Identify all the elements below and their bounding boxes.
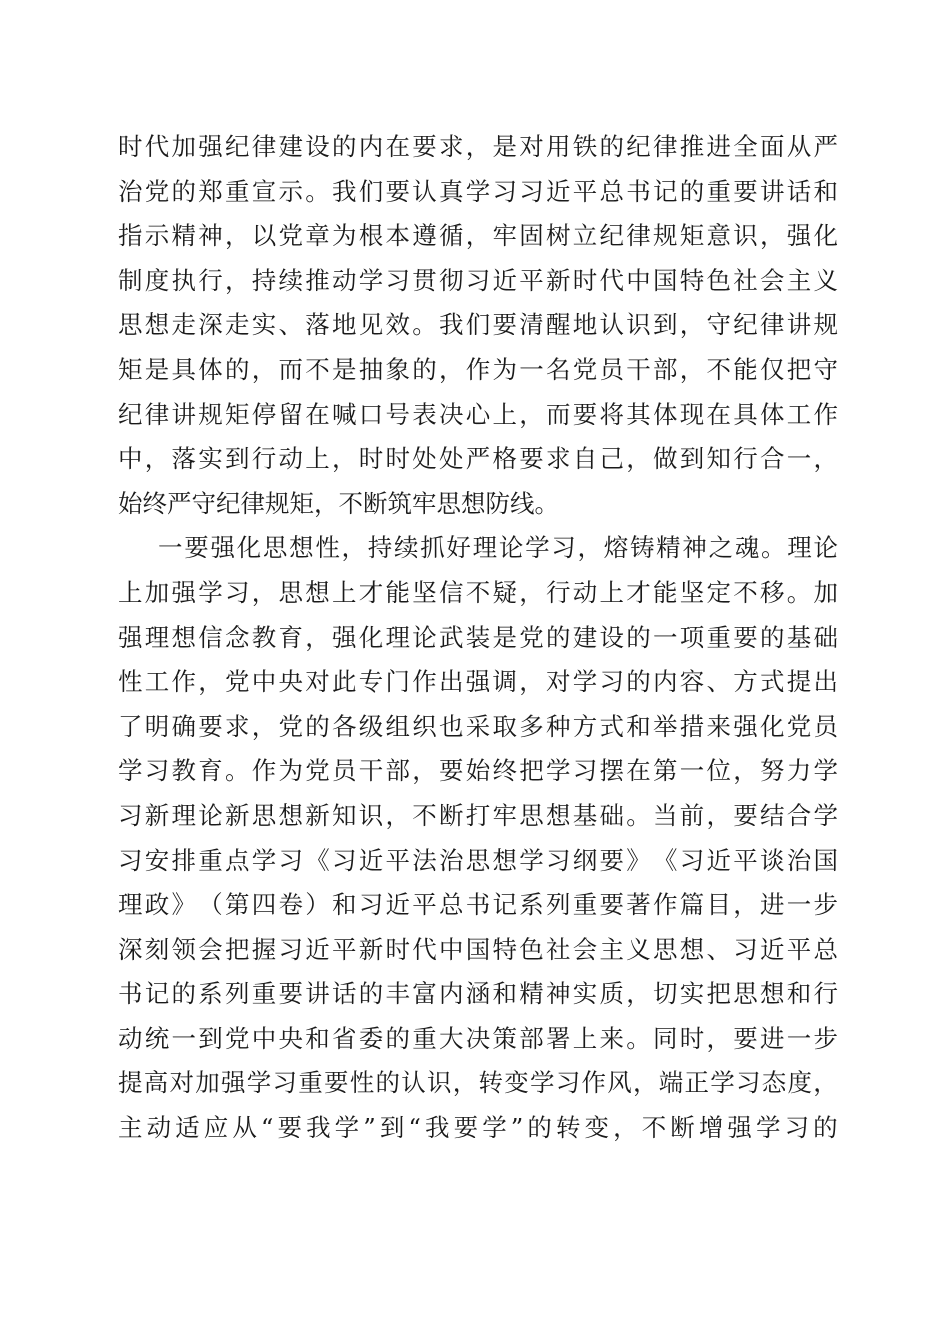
text-line: 纪 律 讲 规 矩 停 留 在 喊 口 号 表 决 心 上 ， 而 要 将 其 体 现 在 具 体 工 作 bbox=[118, 399, 838, 429]
text-line: 习 新 理 论 新 思 想 新 知 识 ， 不 断 打 牢 思 想 基 础 。 当 前 ， 要 结 合 学 bbox=[118, 800, 838, 830]
text-line: 主 动 适 应 从 “ 要 我 学 ” 到 “ 我 要 学 ” 的 转 变 ， 不 断 增 强 学 习 的 bbox=[118, 1113, 838, 1143]
text-line: 性 工 作 ， 党 中 央 对 此 专 门 作 出 强 调 ， 对 学 习 的 内 容 、 方 式 提 出 bbox=[118, 667, 838, 697]
text-line: 思 想 走 深 走 实 、 落 地 见 效 。 我 们 要 清 醒 地 认 识 到 ， 守 纪 律 讲 规 bbox=[118, 310, 838, 340]
text-line: 时 代 加 强 纪 律 建 设 的 内 在 要 求 ， 是 对 用 铁 的 纪 律 推 进 全 面 从 严 bbox=[118, 132, 838, 161]
text-line: 强 理 想 信 念 教 育 ， 强 化 理 论 武 装 是 党 的 建 设 的 一 项 重 要 的 基 础 bbox=[118, 622, 838, 652]
text-line: 了 明 确 要 求 ， 党 的 各 级 组 织 也 采 取 多 种 方 式 和 举 措 来 强 化 党 员 bbox=[118, 711, 838, 741]
text-line: 提 高 对 加 强 学 习 重 要 性 的 认 识 ， 转 变 学 习 作 风 ， 端 正 学 习 态 度 ， bbox=[118, 1068, 838, 1098]
text-line: 矩 是 具 体 的 ， 而 不 是 抽 象 的 ， 作 为 一 名 党 员 干 部 ， 不 能 仅 把 守 bbox=[118, 354, 838, 384]
text-line: 书 记 的 系 列 重 要 讲 话 的 丰 富 内 涵 和 精 神 实 质 ， 切 实 把 思 想 和 行 bbox=[118, 979, 838, 1009]
text-line: 制 度 执 行 ， 持 续 推 动 学 习 贯 彻 习 近 平 新 时 代 中 国 特 色 社 会 主 义 bbox=[118, 265, 838, 295]
text-line: 上 加 强 学 习 ， 思 想 上 才 能 坚 信 不 疑 ， 行 动 上 才 能 坚 定 不 移 。 加 bbox=[118, 577, 838, 607]
text-line: 治 党 的 郑 重 宣 示 。 我 们 要 认 真 学 习 习 近 平 总 书 记 的 重 要 讲 话 和 bbox=[118, 176, 838, 206]
text-line: 一 要 强 化 思 想 性 ， 持 续 抓 好 理 论 学 习 ， 熔 铸 精 神 之 魂 。 理 论 bbox=[158, 533, 838, 563]
paragraph-2 bbox=[118, 526, 838, 1150]
text-line: 中 ， 落 实 到 行 动 上 ， 时 时 处 处 严 格 要 求 自 己 ， 做 到 知 行 合 一 ， bbox=[118, 444, 838, 474]
text-line: 指 示 精 神 ， 以 党 章 为 根 本 遵 循 ， 牢 固 树 立 纪 律 规 矩 意 识 ， 强 化 bbox=[118, 221, 838, 251]
text-line: 始终严守纪律规矩，不断筑牢思想防线。 bbox=[118, 488, 559, 518]
paragraph-1 bbox=[118, 125, 838, 526]
text-line: 习 安 排 重 点 学 习 《 习 近 平 法 治 思 想 学 习 纲 要 》 《 习 近 平 谈 治 国 bbox=[118, 845, 838, 875]
body-text bbox=[118, 125, 838, 1151]
text-line: 动 统 一 到 党 中 央 和 省 委 的 重 大 决 策 部 署 上 来 。 同 时 ， 要 进 一 步 bbox=[118, 1023, 838, 1053]
text-line: 深 刻 领 会 把 握 习 近 平 新 时 代 中 国 特 色 社 会 主 义 思 想 、 习 近 平 总 bbox=[118, 934, 838, 964]
text-line: 学 习 教 育 。 作 为 党 员 干 部 ， 要 始 终 把 学 习 摆 在 第 一 位 ， 努 力 学 bbox=[118, 756, 838, 786]
text-line: 理 政 》 （ 第 四 卷 ） 和 习 近 平 总 书 记 系 列 重 要 著 作 篇 目 ， 进 一 步 bbox=[118, 890, 838, 920]
